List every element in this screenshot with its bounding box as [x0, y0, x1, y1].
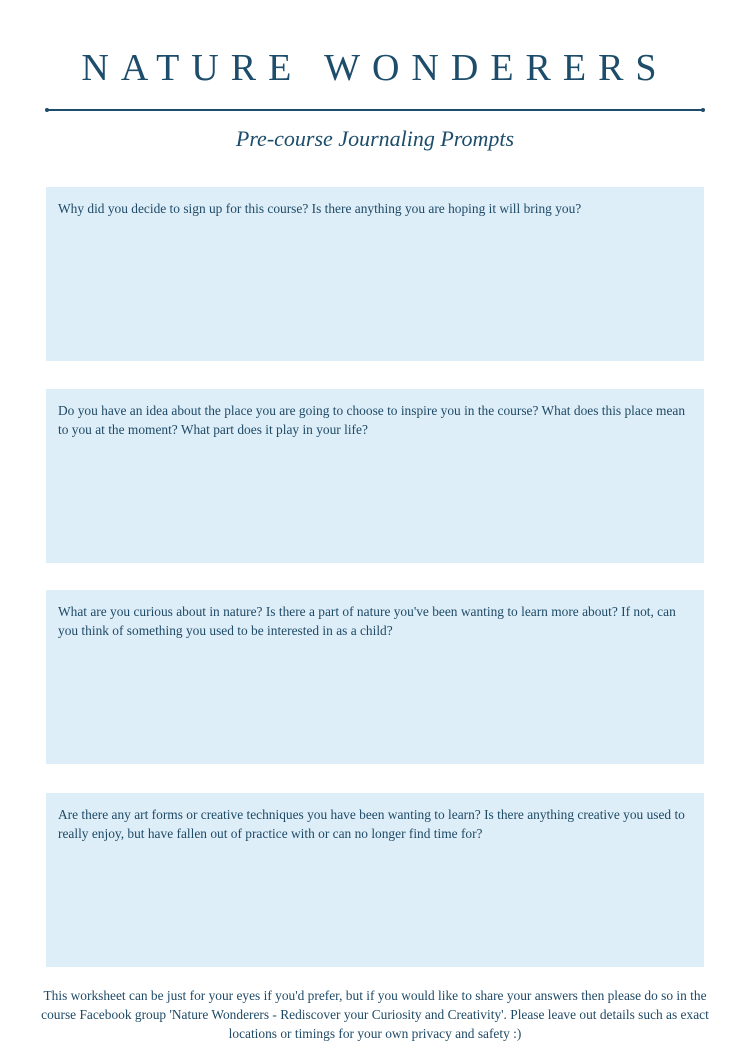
page-subtitle: Pre-course Journaling Prompts: [235, 126, 515, 151]
journal-prompt-box-2[interactable]: [46, 389, 704, 563]
journal-prompt-text-4: Are there any art forms or creative techniques you have been wanting to learn? Is there anything creative you used to really enjoy, but have fallen out of practice with or can no longer find time for?: [58, 807, 685, 841]
journal-prompt-text-3: What are you curious about in nature? Is there a part of nature you've been wanting to learn more about? If not, can you think of something you used to be interested in as a child?: [58, 604, 676, 638]
footer-note: This worksheet can be just for your eyes if you'd prefer, but if you would like to share your answers then please do so in the course Facebook group 'Nature Wonderers - Rediscover your Curiosity and Creativity'. Please leave out details such as exact locations or timings for your own privacy and safety :): [41, 988, 709, 1041]
journal-prompt-text-1: Why did you decide to sign up for this course? Is there anything you are hoping it will bring you?: [58, 201, 582, 216]
header-divider: [47, 109, 703, 111]
journal-prompt-box-1[interactable]: [46, 187, 704, 361]
journal-prompt-box-4[interactable]: [46, 793, 704, 967]
journal-prompt-text-2: Do you have an idea about the place you are going to choose to inspire you in the course? What does this place mean to you at the moment? What part does it play in your life?: [58, 403, 686, 437]
page-title: NATURE WONDERERS: [81, 47, 669, 89]
journal-prompt-box-3[interactable]: [46, 590, 704, 764]
